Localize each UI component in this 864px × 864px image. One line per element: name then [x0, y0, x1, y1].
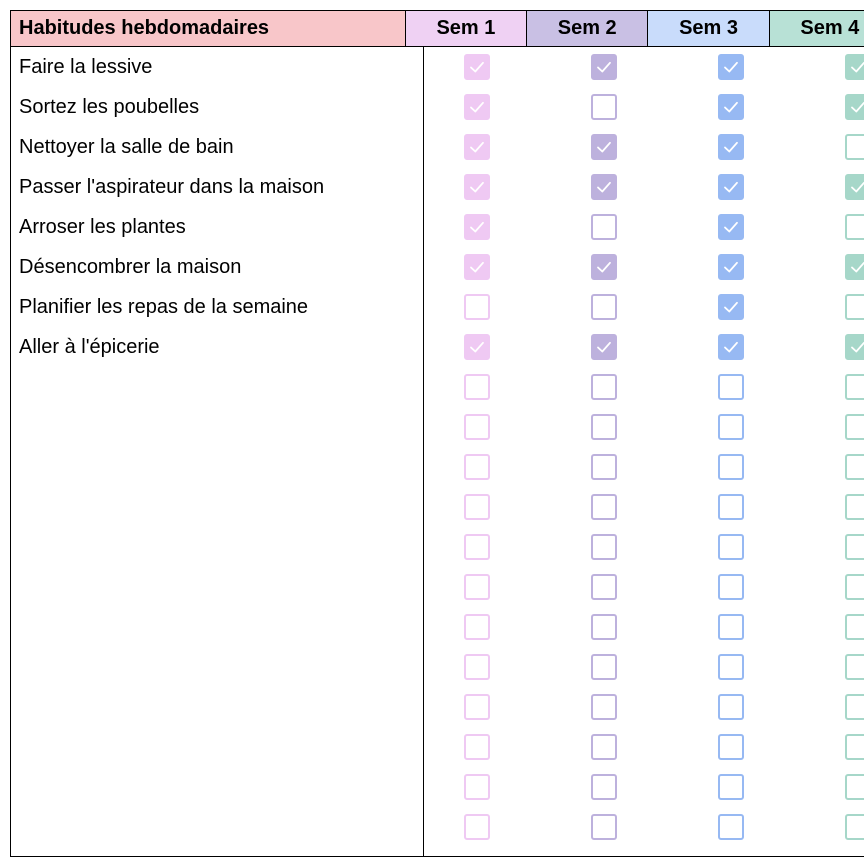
- week-3-checkbox[interactable]: [718, 454, 744, 480]
- week-2-checkbox[interactable]: [591, 574, 617, 600]
- week-4-checkbox[interactable]: [845, 334, 864, 360]
- week-1-checkbox[interactable]: [464, 214, 490, 240]
- week-3-checkbox[interactable]: [718, 774, 744, 800]
- task-row: [11, 767, 864, 807]
- week-3-checkbox[interactable]: [718, 734, 744, 760]
- task-label[interactable]: Faire la lessive: [19, 56, 153, 78]
- header-row: [11, 10, 864, 47]
- task-label[interactable]: Arroser les plantes: [19, 216, 186, 238]
- task-row: [11, 447, 864, 487]
- checkmark-icon: [849, 178, 864, 196]
- week-4-checkbox[interactable]: [845, 654, 864, 680]
- checkmark-icon: [468, 58, 486, 76]
- week-1-checkbox[interactable]: [464, 374, 490, 400]
- week-2-checkbox[interactable]: [591, 174, 617, 200]
- week-2-header[interactable]: Sem 2: [527, 11, 648, 46]
- task-row: [11, 647, 864, 687]
- task-label[interactable]: Passer l'aspirateur dans la maison: [19, 176, 325, 198]
- task-label[interactable]: Nettoyer la salle de bain: [19, 136, 234, 158]
- habit-grid: [10, 10, 864, 857]
- week-2-checkbox[interactable]: [591, 774, 617, 800]
- week-4-checkbox[interactable]: [845, 294, 864, 320]
- week-3-checkbox[interactable]: [718, 94, 744, 120]
- week-4-checkbox[interactable]: [845, 214, 864, 240]
- week-4-header[interactable]: Sem 4: [770, 11, 864, 46]
- week-2-checkbox[interactable]: [591, 54, 617, 80]
- task-label[interactable]: Planifier les repas de la semaine: [19, 296, 309, 318]
- week-1-checkbox[interactable]: [464, 334, 490, 360]
- week-2-checkbox[interactable]: [591, 374, 617, 400]
- week-1-checkbox[interactable]: [464, 454, 490, 480]
- week-4-checkbox[interactable]: [845, 694, 864, 720]
- task-row: [11, 367, 864, 407]
- week-2-checkbox[interactable]: [591, 534, 617, 560]
- week-1-checkbox[interactable]: [464, 54, 490, 80]
- week-1-checkbox[interactable]: [464, 814, 490, 840]
- week-3-checkbox[interactable]: [718, 334, 744, 360]
- week-4-checkbox[interactable]: [845, 374, 864, 400]
- checkmark-icon: [595, 338, 613, 356]
- week-3-checkbox[interactable]: [718, 814, 744, 840]
- checkmark-icon: [849, 338, 864, 356]
- week-3-checkbox[interactable]: [718, 534, 744, 560]
- checkmark-icon: [849, 98, 864, 116]
- week-2-checkbox[interactable]: [591, 94, 617, 120]
- week-3-checkbox[interactable]: [718, 654, 744, 680]
- task-row: [11, 127, 864, 167]
- checkmark-icon: [468, 338, 486, 356]
- week-2-checkbox[interactable]: [591, 614, 617, 640]
- week-1-checkbox[interactable]: [464, 734, 490, 760]
- checkmark-icon: [849, 58, 864, 76]
- week-3-checkbox[interactable]: [718, 614, 744, 640]
- checkmark-icon: [595, 58, 613, 76]
- task-label[interactable]: Sortez les poubelles: [19, 96, 200, 118]
- week-1-checkbox[interactable]: [464, 254, 490, 280]
- week-2-checkbox[interactable]: [591, 694, 617, 720]
- week-1-checkbox[interactable]: [464, 614, 490, 640]
- checkmark-icon: [595, 138, 613, 156]
- week-1-checkbox[interactable]: [464, 534, 490, 560]
- task-row: [11, 567, 864, 607]
- week-1-checkbox[interactable]: [464, 574, 490, 600]
- week-2-checkbox[interactable]: [591, 214, 617, 240]
- week-1-checkbox[interactable]: [464, 774, 490, 800]
- checkmark-icon: [722, 138, 740, 156]
- task-row: [11, 607, 864, 647]
- week-2-checkbox[interactable]: [591, 334, 617, 360]
- week-4-checkbox[interactable]: [845, 574, 864, 600]
- task-row: [11, 687, 864, 727]
- week-3-checkbox[interactable]: [718, 134, 744, 160]
- week-2-checkbox[interactable]: [591, 294, 617, 320]
- week-2-checkbox[interactable]: [591, 414, 617, 440]
- task-row: [11, 527, 864, 567]
- week-3-checkbox[interactable]: [718, 414, 744, 440]
- week-4-checkbox[interactable]: [845, 174, 864, 200]
- week-4-checkbox[interactable]: [845, 534, 864, 560]
- week-3-checkbox[interactable]: [718, 54, 744, 80]
- week-1-checkbox[interactable]: [464, 694, 490, 720]
- task-row: [11, 207, 864, 247]
- week-4-checkbox[interactable]: [845, 94, 864, 120]
- week-1-checkbox[interactable]: [464, 94, 490, 120]
- week-3-checkbox[interactable]: [718, 694, 744, 720]
- week-4-checkbox[interactable]: [845, 734, 864, 760]
- week-3-checkbox[interactable]: [718, 374, 744, 400]
- week-3-checkbox[interactable]: [718, 294, 744, 320]
- week-2-checkbox[interactable]: [591, 494, 617, 520]
- week-4-checkbox[interactable]: [845, 254, 864, 280]
- week-1-checkbox[interactable]: [464, 654, 490, 680]
- task-row: [11, 327, 864, 367]
- checkmark-icon: [468, 218, 486, 236]
- task-row: [11, 487, 864, 527]
- checkmark-icon: [468, 138, 486, 156]
- week-4-checkbox[interactable]: [845, 814, 864, 840]
- task-row: [11, 807, 864, 847]
- checkmark-icon: [722, 338, 740, 356]
- task-row: [11, 727, 864, 767]
- week-2-checkbox[interactable]: [591, 734, 617, 760]
- week-3-checkbox[interactable]: [718, 494, 744, 520]
- week-4-checkbox[interactable]: [845, 454, 864, 480]
- checkmark-icon: [595, 178, 613, 196]
- task-row: [11, 87, 864, 127]
- task-row: [11, 47, 864, 87]
- checkmark-icon: [722, 218, 740, 236]
- week-2-checkbox[interactable]: [591, 454, 617, 480]
- week-4-checkbox[interactable]: [845, 774, 864, 800]
- week-3-checkbox[interactable]: [718, 254, 744, 280]
- week-3-checkbox[interactable]: [718, 174, 744, 200]
- week-1-checkbox[interactable]: [464, 494, 490, 520]
- week-4-checkbox[interactable]: [845, 494, 864, 520]
- week-2-checkbox[interactable]: [591, 134, 617, 160]
- week-1-header[interactable]: Sem 1: [406, 11, 527, 46]
- task-row: [11, 287, 864, 327]
- checkmark-icon: [722, 98, 740, 116]
- week-1-checkbox[interactable]: [464, 294, 490, 320]
- checkmark-icon: [595, 258, 613, 276]
- week-3-checkbox[interactable]: [718, 214, 744, 240]
- task-label[interactable]: Désencombrer la maison: [19, 256, 242, 278]
- checkmark-icon: [722, 58, 740, 76]
- week-2-checkbox[interactable]: [591, 814, 617, 840]
- habits-column-header[interactable]: Habitudes hebdomadaires: [11, 11, 406, 46]
- week-2-checkbox[interactable]: [591, 254, 617, 280]
- week-3-checkbox[interactable]: [718, 574, 744, 600]
- checkmark-icon: [849, 258, 864, 276]
- task-row: [11, 247, 864, 287]
- checkmark-icon: [468, 258, 486, 276]
- checkmark-icon: [468, 178, 486, 196]
- week-4-checkbox[interactable]: [845, 134, 864, 160]
- checkmark-icon: [722, 298, 740, 316]
- week-1-checkbox[interactable]: [464, 134, 490, 160]
- task-label[interactable]: Aller à l'épicerie: [19, 336, 160, 358]
- week-4-checkbox[interactable]: [845, 54, 864, 80]
- week-4-checkbox[interactable]: [845, 614, 864, 640]
- task-row: [11, 167, 864, 207]
- week-1-checkbox[interactable]: [464, 414, 490, 440]
- checkmark-icon: [722, 258, 740, 276]
- task-row: [11, 407, 864, 447]
- week-3-header[interactable]: Sem 3: [648, 11, 769, 46]
- checkmark-icon: [722, 178, 740, 196]
- week-4-checkbox[interactable]: [845, 414, 864, 440]
- week-2-checkbox[interactable]: [591, 654, 617, 680]
- checkmark-icon: [468, 98, 486, 116]
- week-1-checkbox[interactable]: [464, 174, 490, 200]
